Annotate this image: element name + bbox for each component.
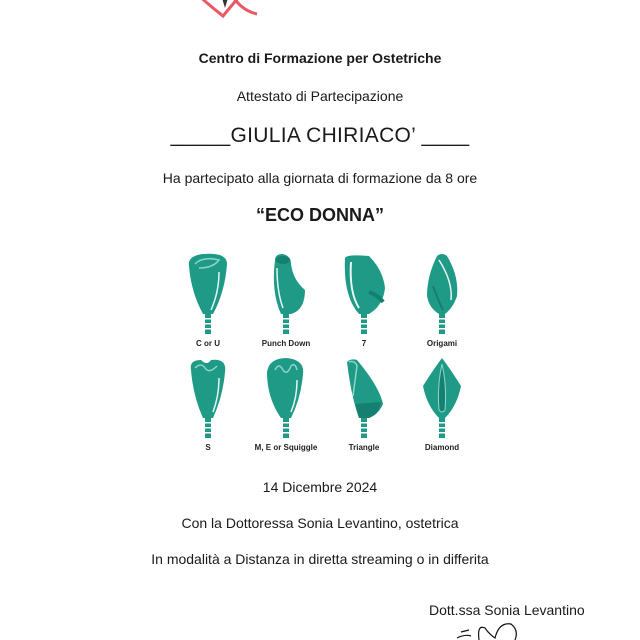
menstrual-cup-punch-down-fold-icon [261,252,311,334]
fold-punch-down [246,252,326,352]
course-title: “ECO DONNA” [255,205,384,225]
fold-label: Triangle [348,443,380,452]
delivery-mode: In modalità a Distanza in diretta streaming o in differita [151,551,489,567]
fold-c-or-u [168,252,248,352]
certificate-type: Attestato di Partecipazione [236,88,404,104]
fold-label: 7 [361,339,367,348]
fold-triangle [324,356,404,456]
fold-label: Origami [426,339,458,348]
fold-label: Diamond [424,443,460,452]
menstrual-cup-diamond-fold-icon [417,356,467,438]
instructor-line: Con la Dottoressa Sonia Levantino, ostetrica [181,515,459,531]
participation-description: Ha partecipato alla giornata di formazione da 8 ore [162,170,478,186]
fold-label: C or U [196,339,220,348]
fold-s [168,356,248,456]
menstrual-cup-squiggle-fold-icon [261,356,311,438]
fold-label: Punch Down [261,339,311,348]
fold-origami [402,252,482,352]
course-date: 14 Dicembre 2024 [262,479,378,495]
participant-name: _____GIULIA CHIRIACO’ ____ [170,124,470,147]
fold-label: S [205,443,211,452]
menstrual-cup-c-fold-icon [183,252,233,334]
signature-icon [455,618,535,640]
fold-squiggle [246,356,326,456]
fold-diamond [402,356,482,456]
menstrual-cup-origami-fold-icon [417,252,467,334]
menstrual-cup-triangle-fold-icon [339,356,389,438]
menstrual-cup-7-fold-icon [339,252,389,334]
heart-logo-icon [195,0,265,22]
signatory-name: Dott.ssa Sonia Levantino [429,602,585,618]
fold-7 [324,252,404,352]
menstrual-cup-s-fold-icon [183,356,233,438]
organization-name: Centro di Formazione per Ostetriche [198,50,442,66]
fold-label: M, E or Squiggle [254,443,318,452]
